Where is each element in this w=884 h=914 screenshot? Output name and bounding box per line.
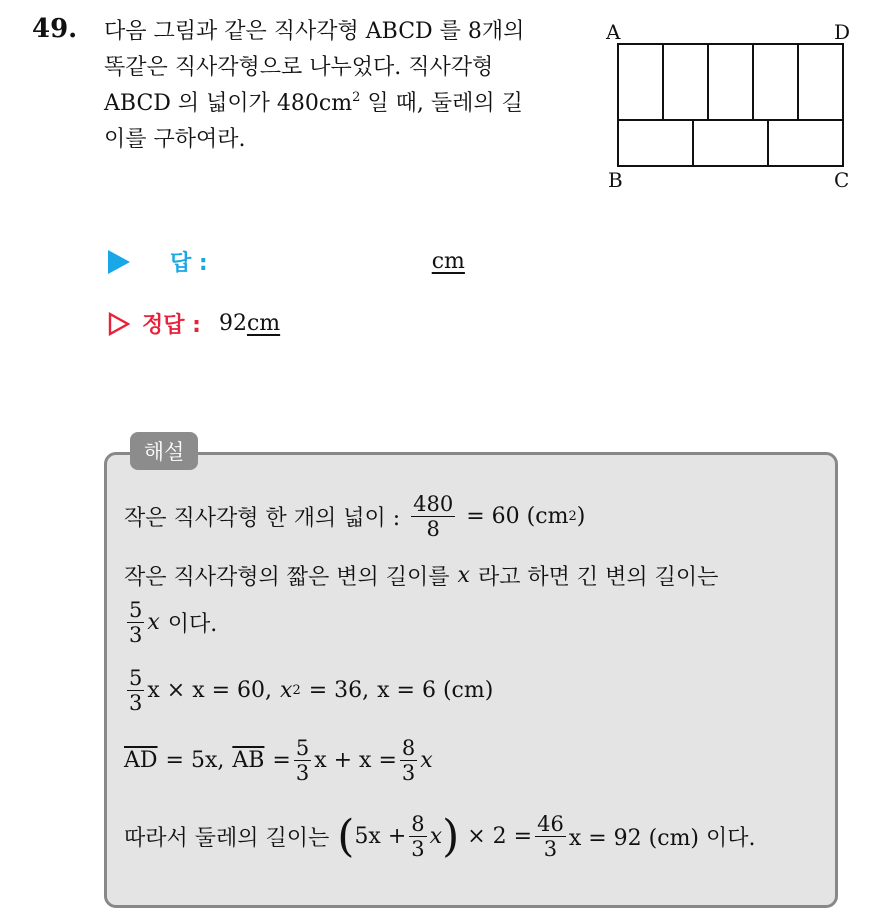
answer-row <box>108 246 465 277</box>
label-c: C <box>834 168 850 192</box>
answer-unit[interactable]: cm <box>431 249 465 274</box>
question-line: 똑같은 직사각형으로 나누었다. 직사각형 <box>104 55 494 80</box>
question-line: ABCD 의 넓이가 $480cm^2$ 일 때, 둘레의 길 <box>104 90 523 116</box>
solution-tag: 해설 <box>130 432 198 470</box>
solution-line-1: 작은 직사각형 한 개의 넓이 : $\frac{480}{8}$ = 60 (cm 2 ) <box>124 492 586 541</box>
fraction: $\frac{8}{3}$ <box>401 736 416 785</box>
rectangle-figure <box>600 22 862 194</box>
fraction: $\frac{5}{3}$ <box>295 736 310 785</box>
solution-line-6: 따라서 둘레의 길이는 ( 5x + $\frac{8}{3}$ x ) × 2 = $\frac{46}{3}$ x = 92 (cm) 이다. <box>124 810 756 862</box>
correct-answer-row <box>108 308 280 339</box>
question-line: 이를 구하여라. <box>104 127 246 152</box>
correct-answer-unit: cm <box>246 311 281 336</box>
correct-answer-value: 92 <box>218 311 247 336</box>
fraction: $\frac{5}{3}$ <box>129 666 143 715</box>
solution-line-5: $\overline{AD}$ = 5x, $\overline{AB}$ = $\frac{5}{3}$ x + x = $\frac{8}{3}$ x <box>124 736 433 785</box>
solution-line-4: $\frac{5}{3}$ x × x = 60, x 2 = 36, x = 6 (cm) <box>129 666 494 715</box>
solution-line-2: 작은 직사각형의 짧은 변의 길이를 x 라고 하면 긴 변의 길이는 <box>124 563 719 590</box>
question-text <box>104 14 582 158</box>
label-a: A <box>606 20 621 44</box>
question-number: 49. <box>32 14 78 44</box>
answer-label: 답 : <box>170 251 208 276</box>
solution-line-3: $\frac{5}{3}$ x 이다. <box>129 598 218 647</box>
fraction: $\frac{480}{8}$ <box>413 492 454 541</box>
label-d: D <box>834 20 851 44</box>
label-b: B <box>608 168 623 192</box>
rect-abcd <box>618 44 843 166</box>
play-arrow-icon <box>108 250 130 274</box>
correct-answer-label: 정답 : <box>142 313 201 338</box>
fraction: $\frac{5}{3}$ <box>129 598 143 647</box>
rectangle-diagram <box>600 22 862 194</box>
fraction: $\frac{46}{3}$ <box>537 812 564 861</box>
outline-arrow-icon <box>108 312 130 336</box>
fraction: $\frac{8}{3}$ <box>411 812 425 861</box>
question-line: 다음 그림과 같은 직사각형 ABCD 를 8개의 <box>104 19 525 44</box>
